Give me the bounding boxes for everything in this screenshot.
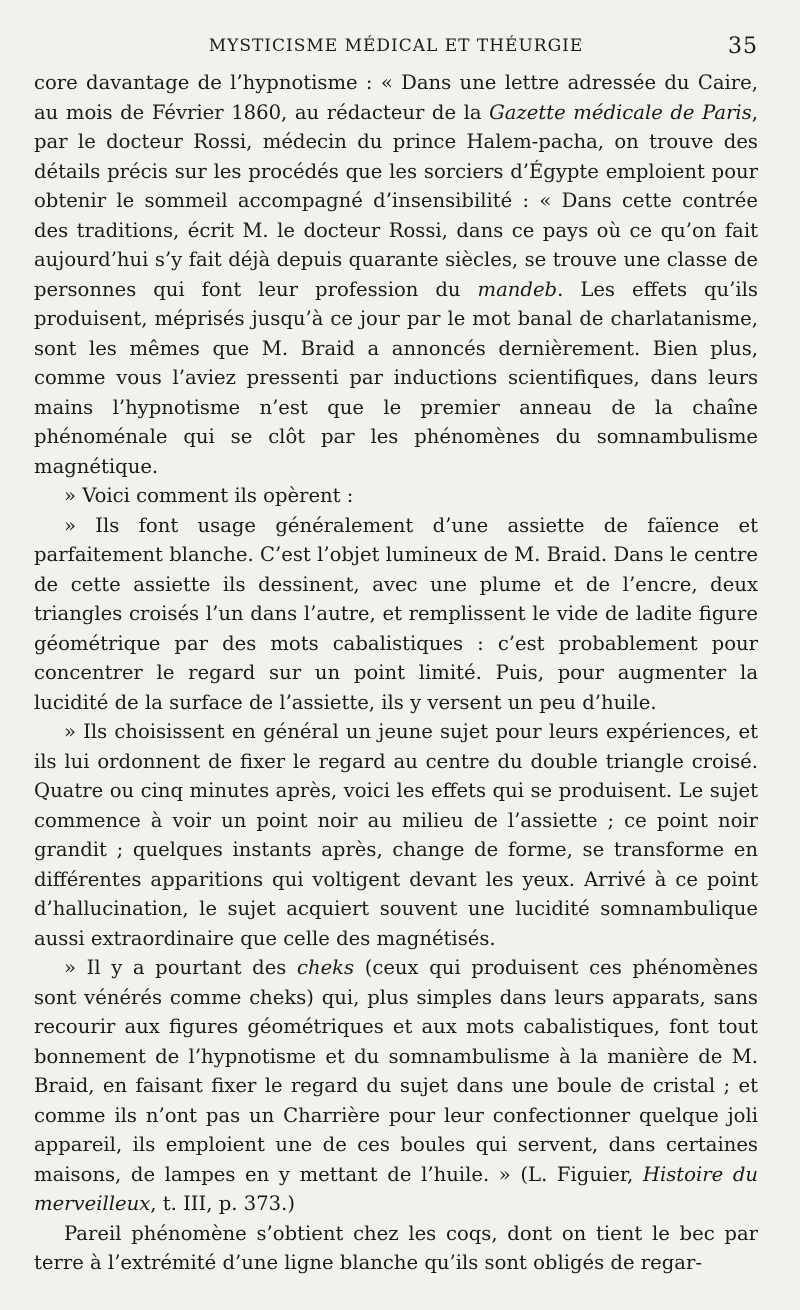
paragraph xyxy=(34,1219,758,1278)
italic-text: Gazette médicale de Paris xyxy=(489,100,752,124)
paragraph xyxy=(34,68,758,481)
paragraph xyxy=(34,717,758,953)
body-text xyxy=(34,68,758,1278)
text-run: . Les effets qu’ils produisent, méprisés jusqu’à ce jour par le mot banal de charlatanisme, sont les mêmes que M. Braid a annoncés dernièrement. Bien plus, comme vous l’aviez pressenti par inductions scientifiques, dans leurs mains l’hypnotisme n’est que le premier anneau de la chaîne phénoménale qui se clôt par les phénomènes du somnambulisme magnétique. xyxy=(34,277,758,478)
text-run: » Ils choisissent en général un jeune sujet pour leurs expériences, et ils lui ordonnent de fixer le regard au centre du double triangle croisé. Quatre ou cinq minutes après, voici les effets qui se produisent. Le sujet commence à voir un point noir au milieu de l’assiette ; ce point noir grandit ; quelques instants après, change de forme, se transforme en différentes apparitions qui voltigent devant les yeux. Arrivé à ce point d’hallucination, le sujet acquiert souvent une lucidité somnambulique aussi extraordinaire que celle des magnétisés. xyxy=(34,720,758,950)
text-run: » Voici comment ils opèrent : xyxy=(64,484,354,507)
page-number: 35 xyxy=(728,34,758,59)
paragraph xyxy=(34,481,758,511)
text-run: » Ils font usage généralement d’une assiette de faïence et parfaitement blanche. C’est l’objet lumineux de M. Braid. Dans le centre de cette assiette ils dessinent, avec une plume et de l’encre, deux triangles croisés l’un dans l’autre, et remplissent le vide de ladite figure géométrique par des mots cabalistiques : c’est probablement pour concentrer le regard sur un point limité. Puis, pour augmenter la lucidité de la surface de l’assiette, ils y versent un peu d’huile. xyxy=(34,513,758,714)
italic-text: mandeb xyxy=(477,277,558,301)
text-run: » Il y a pourtant des xyxy=(64,956,297,979)
paragraph xyxy=(34,511,758,718)
italic-text: cheks xyxy=(296,956,355,979)
text-run: , par le docteur Rossi, médecin du prince Halem-pacha, on trouve des détails précis sur les procédés que les sorciers d’Égypte emploient pour obtenir le sommeil accompagné d’insensibilité : « Dans cette contrée des traditions, écrit M. le docteur Rossi, dans ce pays où ce qu’on fait aujourd’hui s’y fait déjà depuis quarante siècles, se trouve une classe de personnes qui font leur profession du xyxy=(34,100,758,301)
running-title: MYSTICISME MÉDICAL ET THÉURGIE xyxy=(208,36,584,56)
text-run: , t. III, p. 373.) xyxy=(150,1192,296,1215)
italic-text: Histoire du merveilleux xyxy=(34,1162,758,1215)
paragraph xyxy=(34,953,758,1219)
text-run: core davantage de l’hypnotisme : « Dans une lettre adressée du Caire, au mois de Février 1860, au rédacteur de la xyxy=(34,71,758,124)
text-run: (ceux qui produisent ces phénomènes sont vénérés comme cheks) qui, plus simples dans leurs apparats, sans recourir aux figures géométriques et aux mots cabalistiques, font tout bonnement de l’hypnotisme et du somnambulisme à la manière de M. Braid, en faisant fixer le regard du sujet dans une boule de cristal ; et comme ils n’ont pas un Charrière pour leur confectionner quelque joli appareil, ils emploient une de ces boules qui servent, dans certaines maisons, de lampes en y mettant de l’huile. » (L. Figuier, xyxy=(34,956,758,1186)
text-run: Pareil phénomène s’obtient chez les coqs, dont on tient le bec par terre à l’extrémité d’une ligne blanche qu’ils sont obligés de regar- xyxy=(34,1221,758,1274)
page-header xyxy=(34,34,758,64)
